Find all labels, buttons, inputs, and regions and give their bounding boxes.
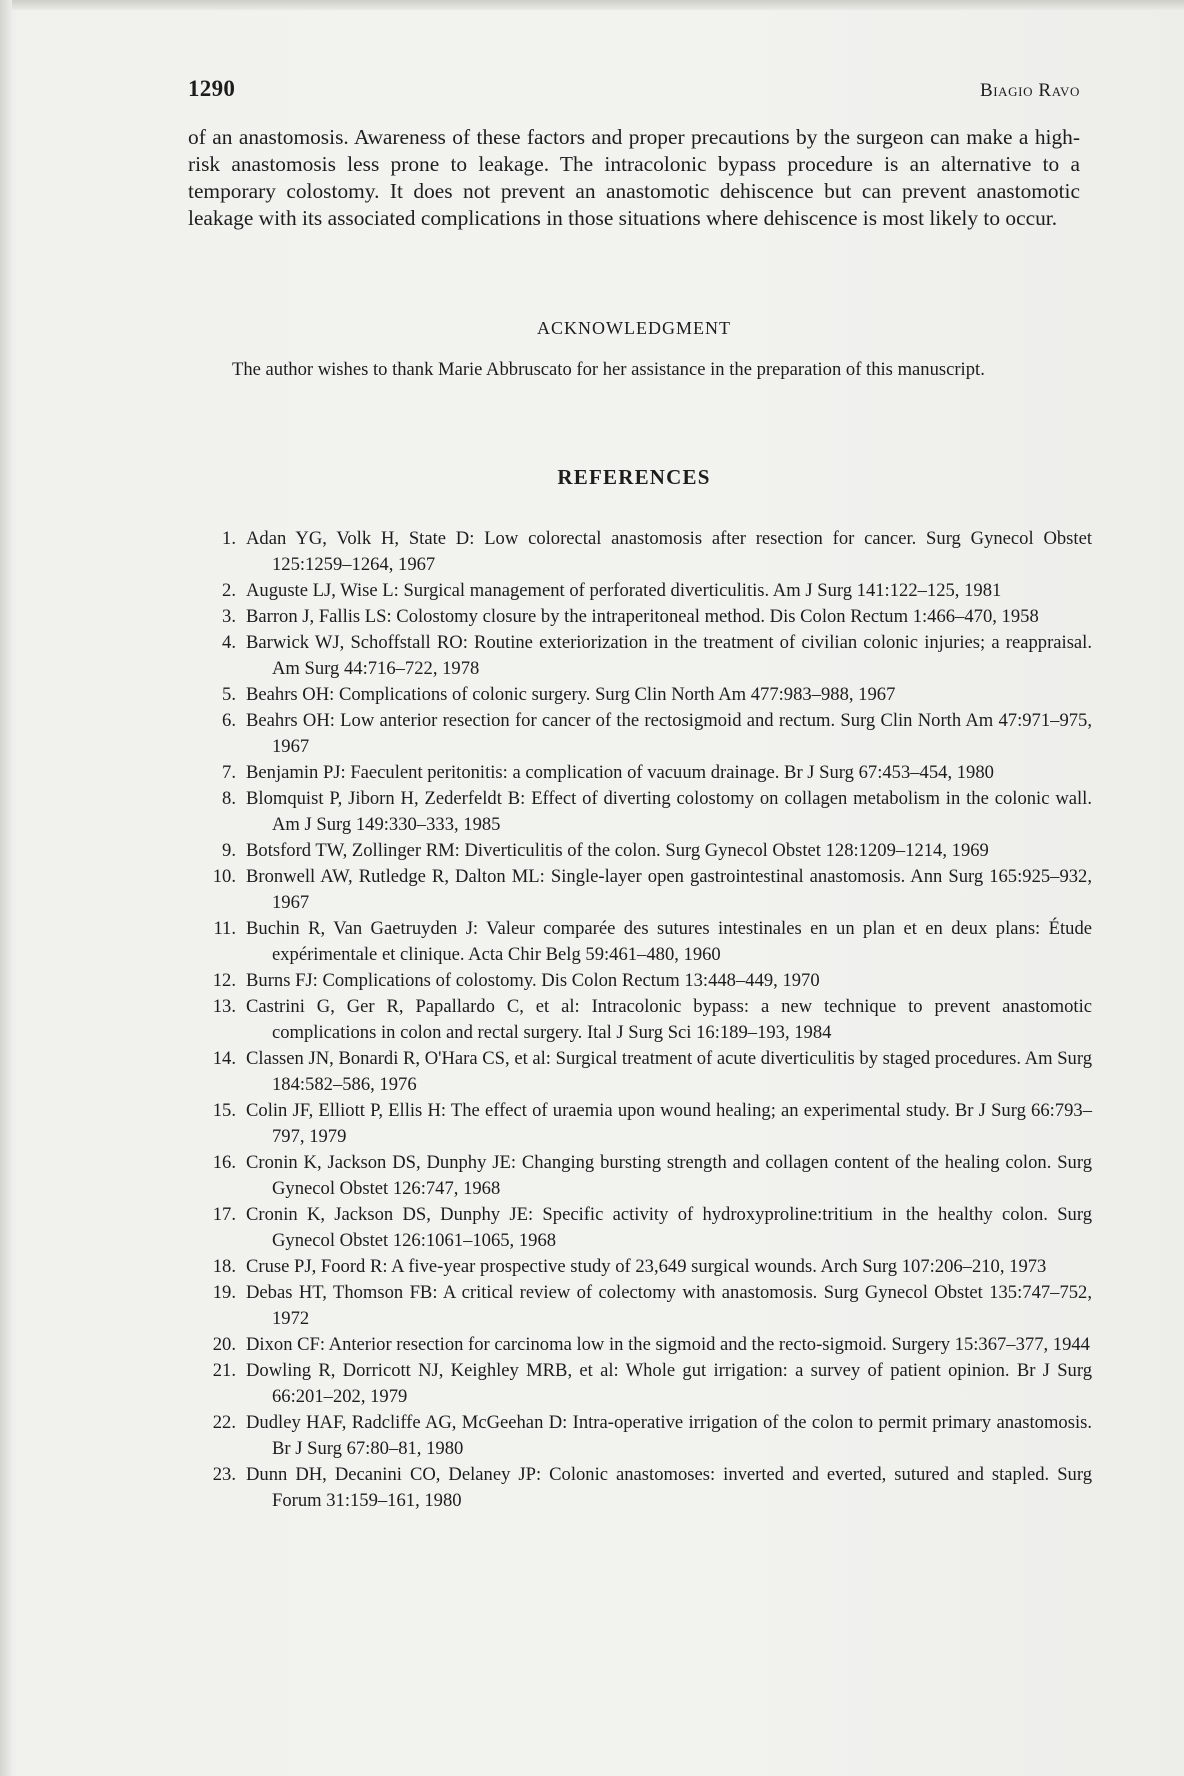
reference-number: 11.: [213, 918, 236, 939]
reference-number: 10.: [212, 866, 236, 887]
reference-number: 22.: [212, 1412, 236, 1433]
reference-text: Debas HT, Thomson FB: A critical review of colectomy with anastomosis. Surg Gynecol Obstet 135:747–752, 1972: [246, 1282, 1092, 1329]
page-number: 1290: [188, 76, 236, 101]
reference-item: [188, 864, 1092, 916]
reference-item: [188, 526, 1092, 578]
reference-item: [188, 630, 1092, 682]
reference-number: 12.: [212, 970, 236, 991]
reference-text: Botsford TW, Zollinger RM: Diverticulitis of the colon. Surg Gynecol Obstet 128:1209–1214, 1969: [246, 840, 989, 861]
references-list: [188, 526, 1092, 1514]
reference-text: Beahrs OH: Low anterior resection for cancer of the rectosigmoid and rectum. Surg Clin North Am 47:971–975, 1967: [246, 710, 1092, 757]
reference-number: 9.: [222, 840, 236, 861]
reference-number: 2.: [222, 580, 236, 601]
reference-number: 17.: [212, 1204, 236, 1225]
reference-item: [188, 916, 1092, 968]
reference-text: Benjamin PJ: Faeculent peritonitis: a complication of vacuum drainage. Br J Surg 67:453–454, 1980: [246, 762, 994, 783]
reference-text: Adan YG, Volk H, State D: Low colorectal anastomosis after resection for cancer. Surg Gynecol Obstet 125:1259–1264, 1967: [246, 528, 1092, 575]
reference-text: Dowling R, Dorricott NJ, Keighley MRB, et al: Whole gut irrigation: a survey of patient opinion. Br J Surg 66:201–202, 1979: [246, 1360, 1092, 1407]
reference-number: 16.: [212, 1152, 236, 1173]
reference-number: 5.: [222, 684, 236, 705]
reference-number: 6.: [222, 710, 236, 731]
reference-text: Dunn DH, Decanini CO, Delaney JP: Colonic anastomoses: inverted and everted, sutured and stapled. Surg Forum 31:159–161, 1980: [246, 1464, 1092, 1511]
reference-text: Barron J, Fallis LS: Colostomy closure by the intraperitoneal method. Dis Colon Rectum 1:466–470, 1958: [246, 606, 1039, 627]
reference-text: Colin JF, Elliott P, Ellis H: The effect of uraemia upon wound healing; an experimental study. Br J Surg 66:793–797, 1979: [246, 1100, 1092, 1147]
reference-number: 1.: [222, 528, 236, 549]
reference-number: 8.: [222, 788, 236, 809]
reference-text: Castrini G, Ger R, Papallardo C, et al: Intracolonic bypass: a new technique to prevent anastomotic complications in colon and rectal surgery. Ital J Surg Sci 16:189–193, 1984: [246, 996, 1092, 1043]
reference-item: [188, 838, 1092, 864]
reference-text: Burns FJ: Complications of colostomy. Dis Colon Rectum 13:448–449, 1970: [246, 970, 820, 991]
reference-number: 15.: [212, 1100, 236, 1121]
acknowledgment-heading: ACKNOWLEDGMENT: [537, 318, 731, 338]
reference-number: 14.: [212, 1048, 236, 1069]
reference-item: [188, 1410, 1092, 1462]
reference-item: [188, 786, 1092, 838]
acknowledgment-text: The author wishes to thank Marie Abbruscato for her assistance in the preparation of this manuscript.: [232, 359, 985, 380]
reference-text: Barwick WJ, Schoffstall RO: Routine exteriorization in the treatment of civilian colonic injuries; a reappraisal. Am Surg 44:716–722, 1978: [246, 632, 1092, 679]
reference-item: [188, 1254, 1092, 1280]
reference-item: [188, 604, 1092, 630]
reference-number: 3.: [222, 606, 236, 627]
reference-item: [188, 578, 1092, 604]
reference-item: [188, 1462, 1092, 1514]
reference-text: Beahrs OH: Complications of colonic surgery. Surg Clin North Am 477:983–988, 1967: [246, 684, 896, 705]
reference-number: 7.: [222, 762, 236, 783]
reference-item: [188, 968, 1092, 994]
reference-item: [188, 994, 1092, 1046]
running-head: Biagio Ravo: [979, 80, 1080, 101]
reference-number: 20.: [212, 1334, 236, 1355]
page-header: [188, 76, 1080, 110]
reference-text: Bronwell AW, Rutledge R, Dalton ML: Single-layer open gastrointestinal anastomosis. Ann Surg 165:925–932, 1967: [246, 866, 1092, 913]
references-heading: REFERENCES: [557, 465, 711, 489]
reference-item: [188, 1202, 1092, 1254]
reference-number: 21.: [212, 1360, 236, 1381]
reference-number: 13.: [212, 996, 236, 1017]
reference-text: Dixon CF: Anterior resection for carcinoma low in the sigmoid and the recto-sigmoid. Surgery 15:367–377, 1944: [246, 1334, 1090, 1355]
reference-item: [188, 1046, 1092, 1098]
reference-item: [188, 1098, 1092, 1150]
reference-number: 19.: [212, 1282, 236, 1303]
reference-text: Dudley HAF, Radcliffe AG, McGeehan D: Intra-operative irrigation of the colon to permit primary anastomosis. Br J Surg 67:80–81, 1980: [246, 1412, 1092, 1459]
reference-number: 18.: [212, 1256, 236, 1277]
reference-number: 4.: [222, 632, 236, 653]
reference-item: [188, 1332, 1092, 1358]
body-paragraph: of an anastomosis. Awareness of these factors and proper precautions by the surgeon can make a high-risk anastomosis less prone to leakage. The intracolonic bypass procedure is an alternative to a temporary colostomy. It does not prevent an anastomotic dehiscence but can prevent anastomotic leakage with its associated complications in those situations where dehiscence is most likely to occur.: [188, 125, 1080, 230]
reference-text: Buchin R, Van Gaetruyden J: Valeur comparée des sutures intestinales en un plan et en deux plans: Étude expérimentale et clinique. Acta Chir Belg 59:461–480, 1960: [246, 918, 1092, 965]
reference-item: [188, 760, 1092, 786]
reference-text: Cruse PJ, Foord R: A five-year prospective study of 23,649 surgical wounds. Arch Surg 107:206–210, 1973: [246, 1256, 1047, 1277]
reference-text: Auguste LJ, Wise L: Surgical management of perforated diverticulitis. Am J Surg 141:122–125, 1981: [246, 580, 1002, 601]
page-top-edge: [0, 0, 1184, 10]
page-left-edge: [0, 0, 12, 1776]
reference-text: Cronin K, Jackson DS, Dunphy JE: Changing bursting strength and collagen content of the healing colon. Surg Gynecol Obstet 126:747, 1968: [246, 1152, 1092, 1199]
reference-item: [188, 1150, 1092, 1202]
reference-number: 23.: [212, 1464, 236, 1485]
reference-item: [188, 682, 1092, 708]
reference-text: Classen JN, Bonardi R, O'Hara CS, et al: Surgical treatment of acute diverticulitis by staged procedures. Am Surg 184:582–586, 1976: [246, 1048, 1092, 1095]
reference-item: [188, 1358, 1092, 1410]
reference-item: [188, 1280, 1092, 1332]
reference-text: Blomquist P, Jiborn H, Zederfeldt B: Effect of diverting colostomy on collagen metabolism in the colonic wall. Am J Surg 149:330–333, 1985: [246, 788, 1092, 835]
reference-item: [188, 708, 1092, 760]
reference-text: Cronin K, Jackson DS, Dunphy JE: Specific activity of hydroxyproline:tritium in the healthy colon. Surg Gynecol Obstet 126:1061–1065, 1968: [246, 1204, 1092, 1251]
